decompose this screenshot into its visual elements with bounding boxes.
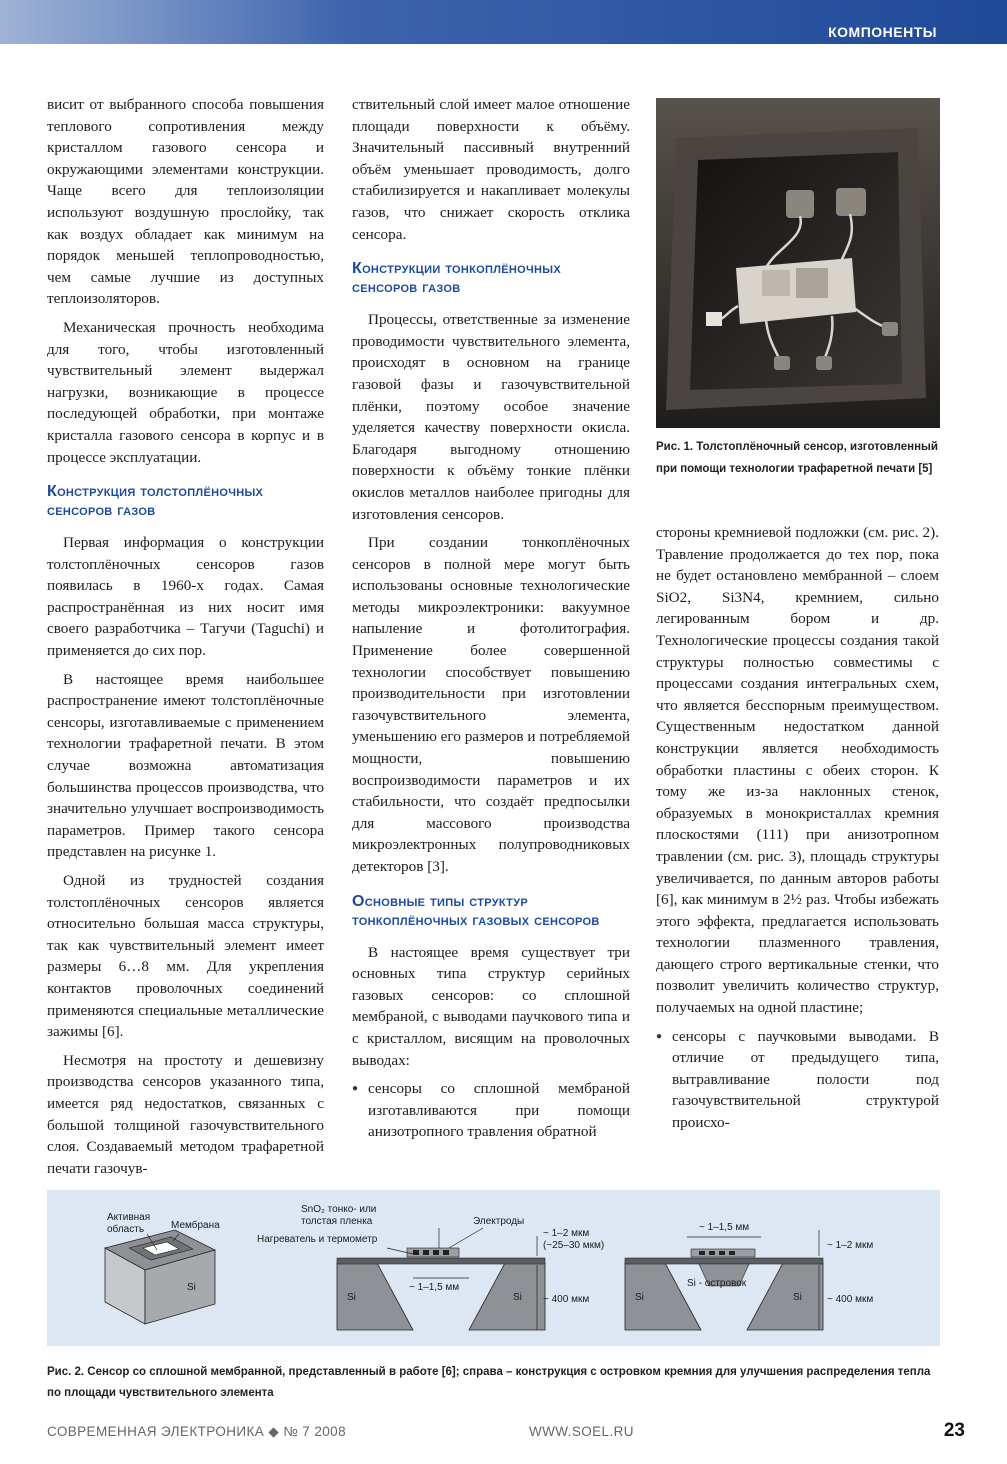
paragraph: ствительный слой имеет малое отношение площади поверхности к объёму. Значительный пассивный внутренний объём уменьшает проводимость, долго стабилизируется и накапливает молекулы газов, что снижает скорость отклика сенсора. (352, 96, 630, 243)
list-item: ● сенсоры с паучковыми выводами. В отличие от предыдущего типа, вытравливание полости под газочувствительной структурой происхо- (656, 1026, 939, 1134)
label-depth: ~ 400 мкм (543, 1294, 590, 1305)
paragraph: При создании тонкоплёночных сенсоров в полной мере могут быть использованы основные технологические методы микроэлектроники: вакуумное напыление и фотолитография. Применение более совершенной технологии способствует повышению производительности при изготовлении газочувствительного элемента, уменьшению его размеров и потребляемой мощности, повышению воспроизводимости параметров и их стабильности, что создаёт предпосылки для массового производства микроэлектронных полупроводниковых детекторов [3]. (352, 534, 630, 875)
label-thickness-2: ~ 1–2 мкм (827, 1240, 874, 1251)
label-thickness: ~ 1–2 мкм (543, 1228, 590, 1239)
figure-1-photo (656, 98, 940, 428)
page-footer (47, 1420, 965, 1444)
page-number: 23 (943, 1420, 965, 1441)
label-thickness-thick: (~25–30 мкм) (543, 1240, 605, 1251)
list-item: ● сенсоры со сплошной мембраной изготавливаются при помощи анизотропного травления обратной (352, 1078, 630, 1143)
paragraph: Несмотря на простоту и дешевизну производства сенсоров указанного типа, имеется ряд недостатков, связанных с большой толщиной газочувствительного слоя. Создаваемый методом трафаретной печати газочув- (47, 1051, 324, 1177)
paragraph: Одной из трудностей создания толстоплёночных сенсоров является относительно большая масса структуры, так как чувствительный элемент имеет размеры 6…8 мм. Для укрепления контактов проволочных соединений применяются специальные металлические зажимы [6]. (47, 872, 324, 1041)
label-active-area: Активная (107, 1212, 151, 1223)
paragraph: Процессы, ответственные за изменение проводимости чувствительного элемента, происходят в основном на границе газовой фазы и газочувствительной плёнки, поэтому особое значение уделяется качеству поверхности окисла. Благодаря выгодному отношению поверхности к объёму тонкие плёнки окислов металлов наиболее пригодны для изготовления сенсоров. (352, 311, 630, 523)
membrane-sensor-diagram (47, 1190, 940, 1346)
paragraph: Механическая прочность необходима для того, чтобы изготовленный чувствительный элемент выдержал нагрузки, возникающие в процессе последующей обработки, при монтаже кристалла газового сенсора в корпус и в процессе эксплуатации. (47, 318, 324, 466)
paragraph: Первая информация о конструкции толстоплёночных сенсоров газов появилась в 1960-х годах. Самая распространённая из них носит имя своего разработчика – Тагучи (Taguchi) и применяется до сих пор. (47, 534, 324, 660)
label-si-left: Si (347, 1292, 356, 1303)
paragraph: В настоящее время существует три основных типа структур серийных газовых сенсоров: со сплошной мембраной, с выводами паучкового типа и с кристаллом, висящим на проволочных выводах: (352, 943, 630, 1069)
header-bar (0, 0, 1007, 44)
label-depth-2: ~ 400 мкм (827, 1294, 874, 1305)
paragraph: стороны кремниевой подложки (см. рис. 2). Травление продолжается до тех пор, пока не будет остановлено мембранной – слоем SiO2, Si3N4, кремнием, сильно легированным бором и др. Технологические процессы создания такой структуры полностью совместимы с процессами создания интегральных схем, что является бесспорным преимуществом. Существенным недостатком данной конструкции является необходимость обработки пластины с обеих сторон. К тому же из-за наклонных стенок, образуемых в монокристаллах кремния плоскостями (111) при анизотропном травлении (см. рис. 3), площадь структуры увеличивается, по данным авторов работы [6], как минимум в 2½ раз. Чтобы избежать этого эффекта, предлагается использовать технологии плазменного травления, дающего строго вертикальные стенки, что позволит увеличить количество структур, получаемых на одной пластине; (656, 524, 939, 1017)
section-heading: Основные типы структур тонкоплёночных газовых сенсоров (352, 892, 600, 929)
label-sno2-film-2: толстая пленка (301, 1216, 373, 1227)
label-si-island: Si - островок (687, 1278, 747, 1289)
text-column-3 (656, 522, 939, 1134)
figure-1-caption: Рис. 1. Толстоплёночный сенсор, изготовленный при помощи технологии трафаретной печати [5] (656, 441, 938, 475)
paragraph: В настоящее время наибольшее распространение имеют толстоплёночные сенсоры, изготавливаемые с применением технологии трафаретной печати. В этом случае возможна автоматизация большинства процессов производства, что значительно улучшает воспроизводимость параметров. Пример такого сенсора представлен на рисунке 1. (47, 670, 324, 861)
section-heading: Конструкции тонкоплёночных сенсоров газов (352, 260, 561, 297)
label-membrane: Мембрана (171, 1220, 220, 1231)
section-title: КОМПОНЕНТЫ (828, 24, 937, 40)
label-si-right-2: Si (793, 1292, 802, 1303)
label-electrodes: Электроды (473, 1216, 525, 1227)
website-link[interactable]: WWW.SOEL.RU (529, 1424, 634, 1439)
label-heater: Нагреватель и термометр (257, 1234, 378, 1245)
journal-name: СОВРЕМЕННАЯ ЭЛЕКТРОНИКА ◆ № 7 2008 (47, 1424, 346, 1439)
label-width-2: ~ 1–1,5 мм (699, 1222, 750, 1233)
sensor-photo-illustration (656, 98, 940, 428)
figure-2-caption: Рис. 2. Сенсор со сплошной мембранной, представленный в работе [6]; справа – конструкция с островком кремния для улучшения распределения тепла по площади чувствительного элемента (47, 1366, 931, 1399)
sensor-block-3d (105, 1230, 215, 1324)
bullet-list (656, 1026, 939, 1134)
label-si-left-2: Si (635, 1292, 644, 1303)
paragraph: висит от выбранного способа повышения теплового сопротивления между кристаллом газового сенсора и окружающими элементами конструкции. Чаще всего для теплоизоляции используют воздушную прослойку, так как воздух обладает как минимум на порядок меньшей теплопроводностью, чем самые лучшие из доступных теплоизоляторов. (47, 96, 324, 308)
label-width: ~ 1–1,5 мм (409, 1282, 460, 1293)
label-si-cube: Si (187, 1282, 196, 1293)
figure-2-diagram (47, 1190, 940, 1346)
label-sno2-film: SnO₂ тонко- или (301, 1204, 377, 1215)
text-column-2 (352, 94, 630, 1143)
section-heading: Конструкция толстоплёночных сенсоров газов (47, 483, 264, 520)
bullet-list (352, 1078, 630, 1143)
label-active-area-2: область (107, 1224, 145, 1235)
label-si-right: Si (513, 1292, 522, 1303)
text-column-1 (47, 94, 324, 1186)
